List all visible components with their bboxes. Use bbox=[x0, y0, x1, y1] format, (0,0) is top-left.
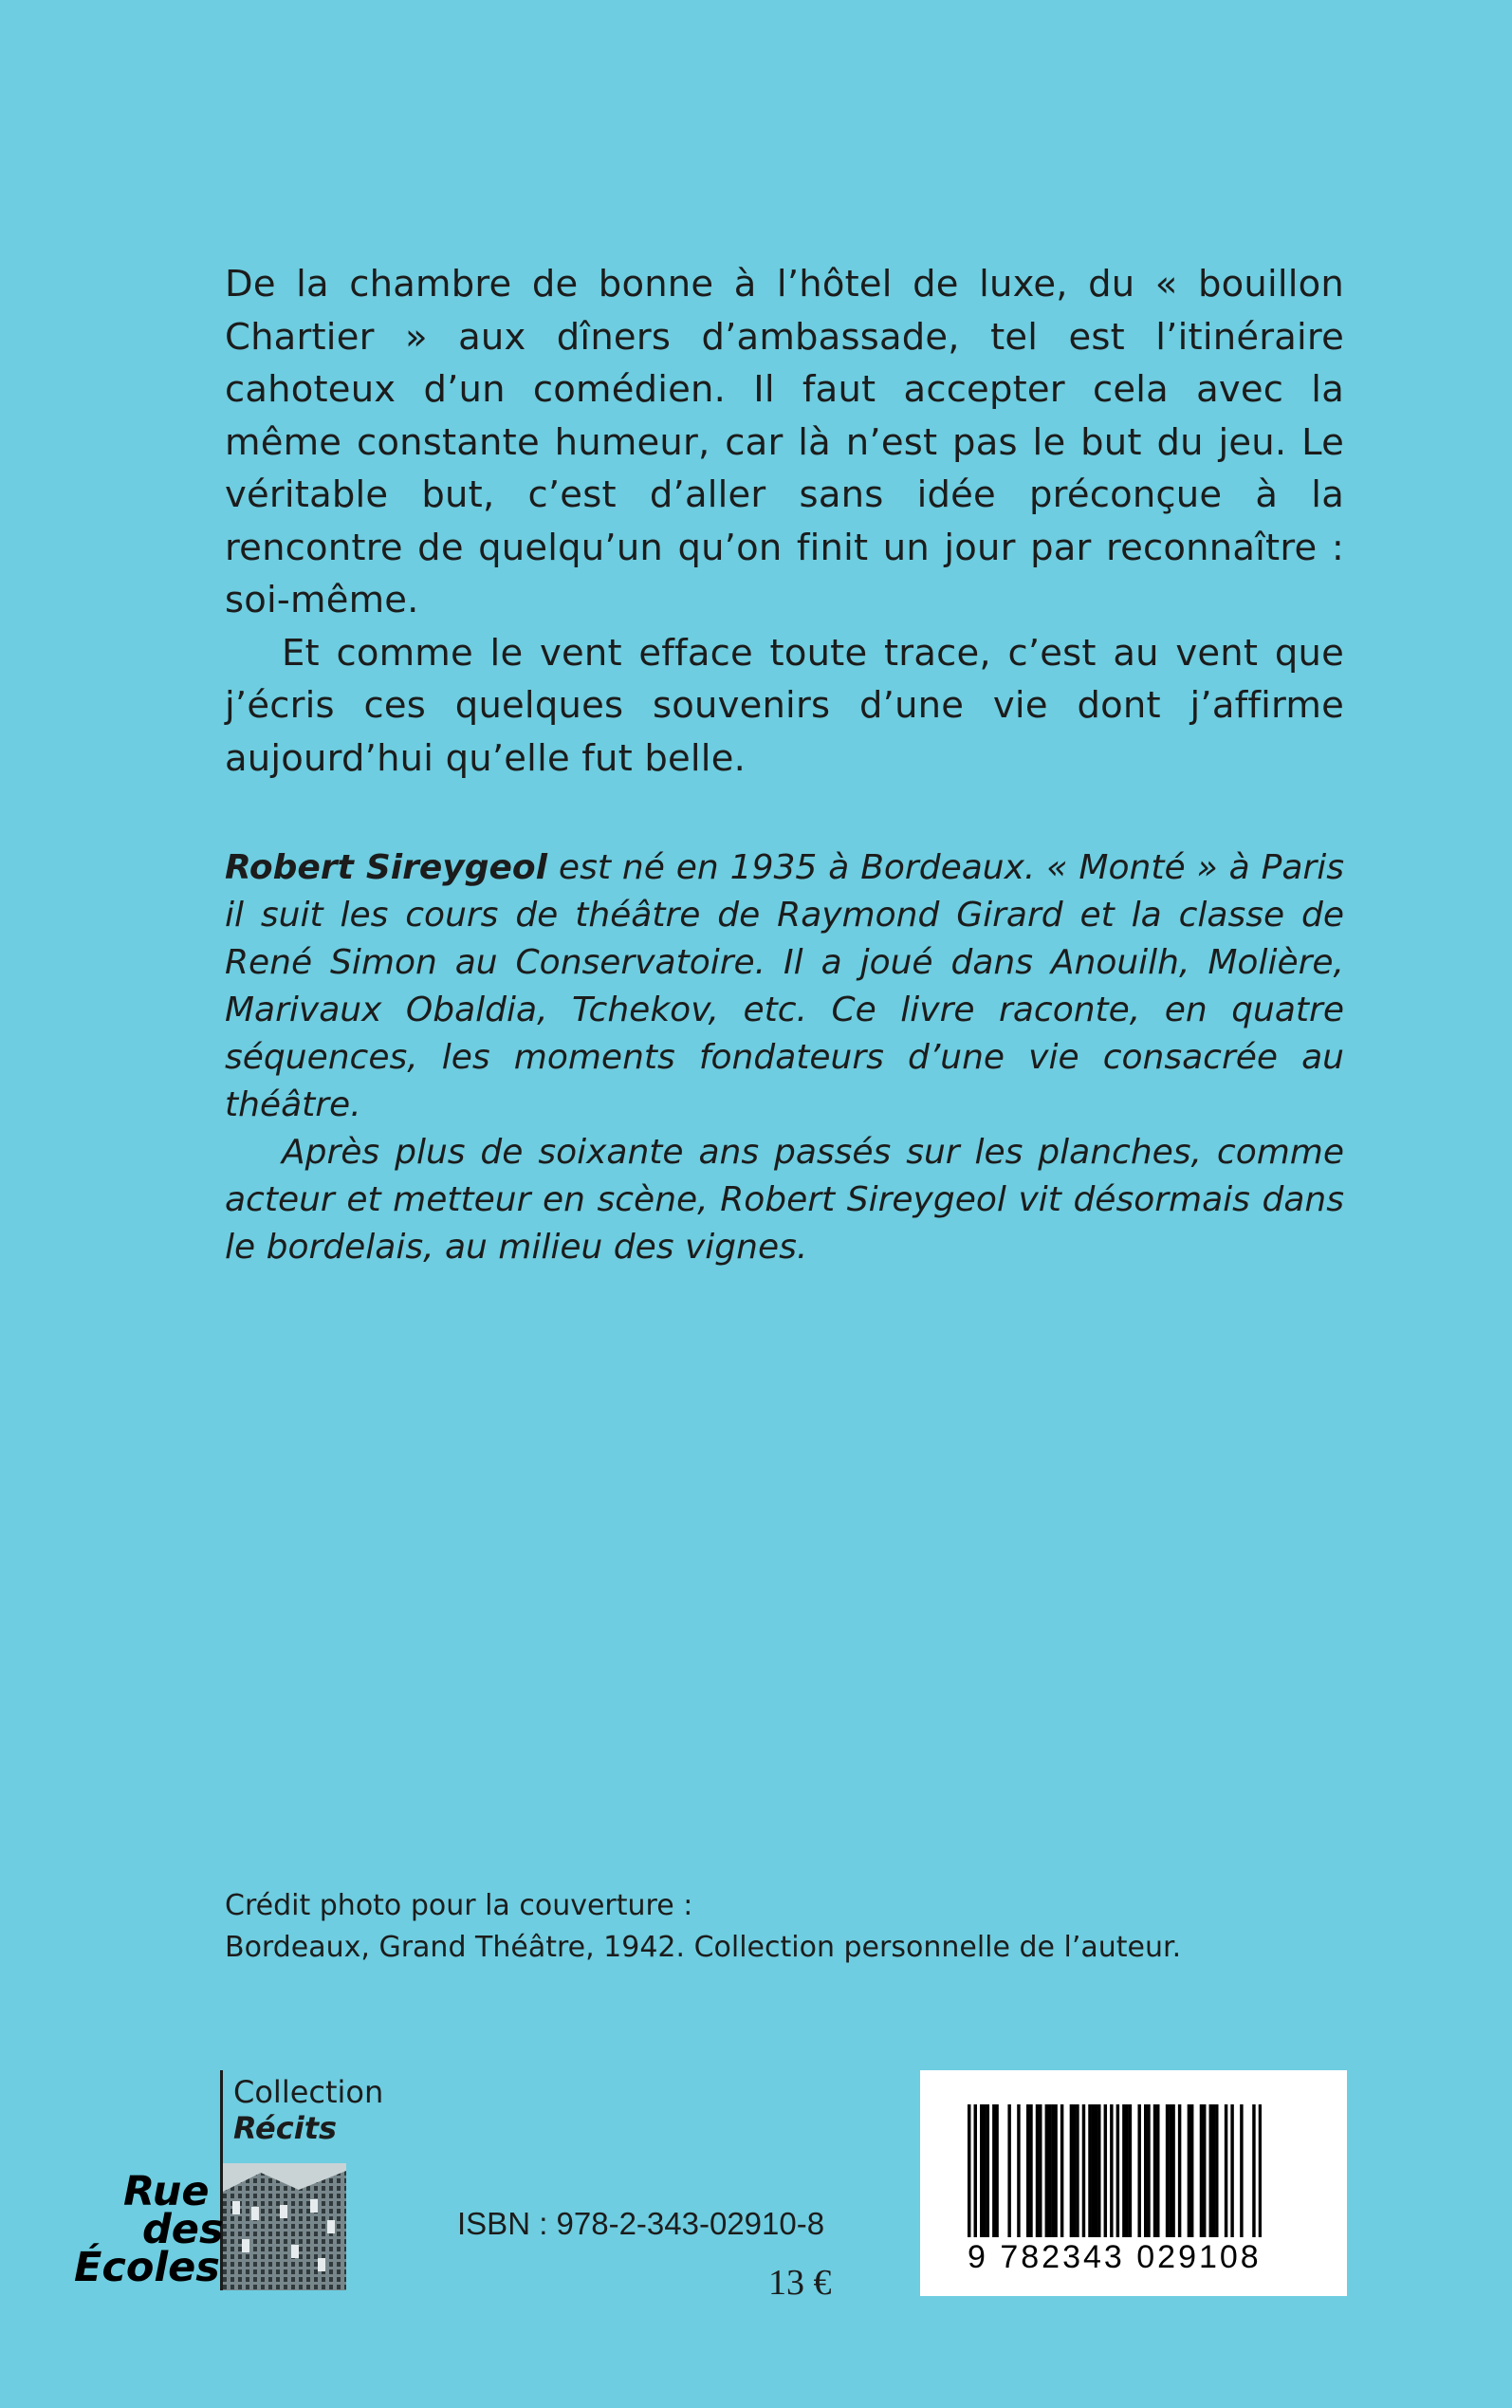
barcode-bar bbox=[1092, 2104, 1095, 2237]
barcode-bar bbox=[1144, 2104, 1147, 2237]
paris-rooftops-icon bbox=[223, 2163, 346, 2290]
barcode-bar bbox=[1137, 2104, 1140, 2237]
barcode-bar bbox=[1051, 2104, 1054, 2237]
bio-paragraph-1 bbox=[225, 844, 1344, 1129]
barcode-bar bbox=[1017, 2104, 1020, 2237]
barcode-bar bbox=[1203, 2104, 1206, 2237]
blurb-paragraph-1: De la chambre de bonne à l’hôtel de luxe, du « bouillon Chartier » aux dîners d’ambassade, tel est l’itinéraire cahoteux d’un comédien. Il faut accepter cela avec la même constante humeur, car là n’est pas le but du jeu. Le véritable but, c’est d’aller sans idée préconçue à la rencontre de quelqu’un qu’on finit un jour par reconnaître : soi-même. bbox=[225, 263, 1344, 621]
barcode-bar bbox=[1188, 2104, 1190, 2237]
barcode-bar bbox=[1045, 2104, 1048, 2237]
barcode-bar bbox=[974, 2104, 977, 2237]
barcode-bar bbox=[1190, 2104, 1193, 2237]
barcode-digits: 9 782343 029108 bbox=[968, 2239, 1262, 2275]
photo-credit-line-2: Bordeaux, Grand Théâtre, 1942. Collection personnelle de l’auteur. bbox=[225, 1931, 1182, 1964]
barcode-bar bbox=[1088, 2104, 1091, 2237]
barcode-bar bbox=[986, 2104, 989, 2237]
barcode-bar bbox=[1104, 2104, 1107, 2237]
barcode-bar bbox=[968, 2104, 970, 2237]
barcode-bar bbox=[1097, 2104, 1100, 2237]
barcode-bar bbox=[1166, 2104, 1169, 2237]
photo-credit bbox=[225, 1885, 1268, 1969]
barcode-bar bbox=[983, 2104, 986, 2237]
barcode-icon bbox=[968, 2104, 1262, 2237]
price: 13 € bbox=[768, 2263, 832, 2303]
barcode-bar bbox=[1060, 2104, 1063, 2237]
barcode-bar bbox=[1178, 2104, 1181, 2237]
barcode-bar bbox=[1007, 2104, 1010, 2237]
barcode-bar bbox=[1153, 2104, 1156, 2237]
barcode-bar bbox=[1215, 2104, 1218, 2237]
barcode-bar bbox=[1125, 2104, 1128, 2237]
bio-paragraph-2: Après plus de soixante ans passés sur les planches, comme acteur et metteur en scène, Robert Sireygeol vit désormais dans le bordelais, au milieu des vignes. bbox=[225, 1133, 1344, 1267]
barcode-bar bbox=[1048, 2104, 1051, 2237]
barcode-bar bbox=[1212, 2104, 1215, 2237]
barcode-bar bbox=[1095, 2104, 1097, 2237]
barcode-bar bbox=[1110, 2104, 1113, 2237]
barcode-bar bbox=[1240, 2104, 1243, 2237]
barcode-bar bbox=[1169, 2104, 1171, 2237]
publisher-logo-word-1: Rue bbox=[123, 2168, 210, 2215]
barcode-bar bbox=[1252, 2104, 1255, 2237]
barcode-bar bbox=[1259, 2104, 1262, 2237]
barcode-bar bbox=[1029, 2104, 1032, 2237]
barcode-bar bbox=[1054, 2104, 1057, 2237]
bio-paragraph-1-text: est né en 1935 à Bordeaux. « Monté » à Paris il suit les cours de théâtre de Raymond Girard et la classe de René Simon au Conservatoire. Il a joué dans Anouilh, Molière, Marivaux Obaldia, Tchekov, etc. Ce livre raconte, en quatre séquences, les moments fondateurs d’une vie consacrée au théâtre. bbox=[225, 848, 1344, 1124]
author-name: Robert Sireygeol bbox=[225, 848, 547, 887]
barcode-bar bbox=[995, 2104, 998, 2237]
barcode-bar bbox=[1147, 2104, 1150, 2237]
barcode-bar bbox=[1200, 2104, 1203, 2237]
barcode-bar bbox=[1116, 2104, 1119, 2237]
blurb-paragraph-2: Et comme le vent efface toute trace, c’est au vent que j’écris ces quelques souvenirs d’une vie dont j’affirme aujourd’hui qu’elle fut belle. bbox=[225, 631, 1344, 780]
barcode-bar bbox=[1171, 2104, 1174, 2237]
barcode-bar bbox=[1209, 2104, 1212, 2237]
back-cover-blurb bbox=[225, 258, 1344, 785]
isbn: ISBN : 978-2-343-02910-8 bbox=[457, 2206, 825, 2241]
barcode-bar bbox=[1039, 2104, 1042, 2237]
barcode-bar bbox=[1073, 2104, 1076, 2237]
barcode-bar bbox=[1036, 2104, 1039, 2237]
barcode-panel bbox=[920, 2070, 1347, 2296]
collection-block bbox=[220, 2070, 419, 2290]
author-bio bbox=[225, 844, 1344, 1271]
barcode-bar bbox=[1225, 2104, 1227, 2237]
photo-credit-line-1: Crédit photo pour la couverture : bbox=[225, 1889, 693, 1922]
barcode-bar bbox=[980, 2104, 983, 2237]
barcode-bar bbox=[992, 2104, 995, 2237]
collection-label: Collection bbox=[233, 2074, 384, 2110]
barcode-bar bbox=[1122, 2104, 1125, 2237]
barcode-bar bbox=[1082, 2104, 1085, 2237]
barcode-bar bbox=[1156, 2104, 1159, 2237]
barcode-bar bbox=[1070, 2104, 1073, 2237]
barcode-bar bbox=[1230, 2104, 1233, 2237]
barcode-bar bbox=[1026, 2104, 1029, 2237]
barcode-bar bbox=[1129, 2104, 1132, 2237]
publisher-logo-word-2: des bbox=[142, 2206, 224, 2253]
publisher-logo-word-3: Écoles bbox=[74, 2244, 220, 2291]
collection-name: Récits bbox=[233, 2110, 338, 2146]
publisher-logo bbox=[74, 2168, 226, 2291]
barcode-bar bbox=[1076, 2104, 1079, 2237]
